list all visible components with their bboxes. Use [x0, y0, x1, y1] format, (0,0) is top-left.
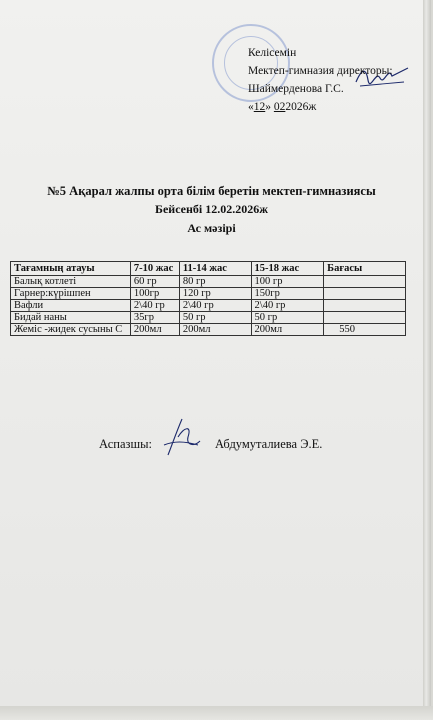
table-cell: 120 гр [179, 288, 251, 300]
table-cell: 550 [324, 324, 406, 336]
approval-date: «12» 022026ж [248, 101, 317, 113]
approval-line-3: Шаймерденова Г.С. [248, 83, 344, 95]
table-cell: 2\40 гр [179, 300, 251, 312]
table-cell [324, 312, 406, 324]
table-cell: 100 гр [251, 276, 324, 288]
column-header: 7-10 жас [130, 262, 179, 276]
table-cell: Бидай наны [11, 312, 131, 324]
menu-table [10, 261, 406, 336]
table-cell [324, 276, 406, 288]
table-cell: 2\40 гр [251, 300, 324, 312]
table-row [11, 276, 406, 288]
table-cell: 200мл [130, 324, 179, 336]
table-cell: 100гр [130, 288, 179, 300]
table-cell: 200мл [251, 324, 324, 336]
approval-line-2: Мектеп-гимназия директоры: [248, 65, 393, 77]
table-row [11, 288, 406, 300]
cook-signature-icon [158, 415, 206, 459]
table-cell: 2\40 гр [130, 300, 179, 312]
table-row [11, 324, 406, 336]
table-cell: 50 гр [179, 312, 251, 324]
table-cell: 35гр [130, 312, 179, 324]
table-cell: 50 гр [251, 312, 324, 324]
paper-edge [423, 0, 431, 720]
column-header: Тағамның атауы [11, 262, 131, 276]
table-surface [0, 706, 433, 720]
cook-label: Аспазшы: [99, 437, 152, 451]
table-cell [324, 288, 406, 300]
table-row [11, 312, 406, 324]
school-title: №5 Ақарал жалпы орта білім беретін мектеп-гимназиясы [47, 184, 376, 198]
menu-title: Ас мәзірі [187, 221, 236, 235]
table-cell: Вафли [11, 300, 131, 312]
table-cell: 80 гр [179, 276, 251, 288]
table-row [11, 300, 406, 312]
column-header: 11-14 жас [179, 262, 251, 276]
table-cell: 200мл [179, 324, 251, 336]
table-cell: Жеміс -жидек сусыны С [11, 324, 131, 336]
approval-block [248, 44, 393, 116]
cook-name: Абдумуталиева Э.Е. [215, 437, 323, 451]
column-header: Бағасы [324, 262, 406, 276]
table-cell: 150гр [251, 288, 324, 300]
table-cell: Гарнер:күрішпен [11, 288, 131, 300]
date-year: 2026ж [285, 101, 317, 113]
table-header-row [11, 262, 406, 276]
date-day: 12 [253, 101, 266, 113]
approval-line-1: Келісемін [248, 47, 297, 59]
table-cell [324, 300, 406, 312]
date-month: 02 [273, 101, 286, 113]
table-cell: Балық котлеті [11, 276, 131, 288]
menu-date: Бейсенбі 12.02.2026ж [155, 202, 268, 216]
column-header: 15-18 жас [251, 262, 324, 276]
table-cell: 60 гр [130, 276, 179, 288]
